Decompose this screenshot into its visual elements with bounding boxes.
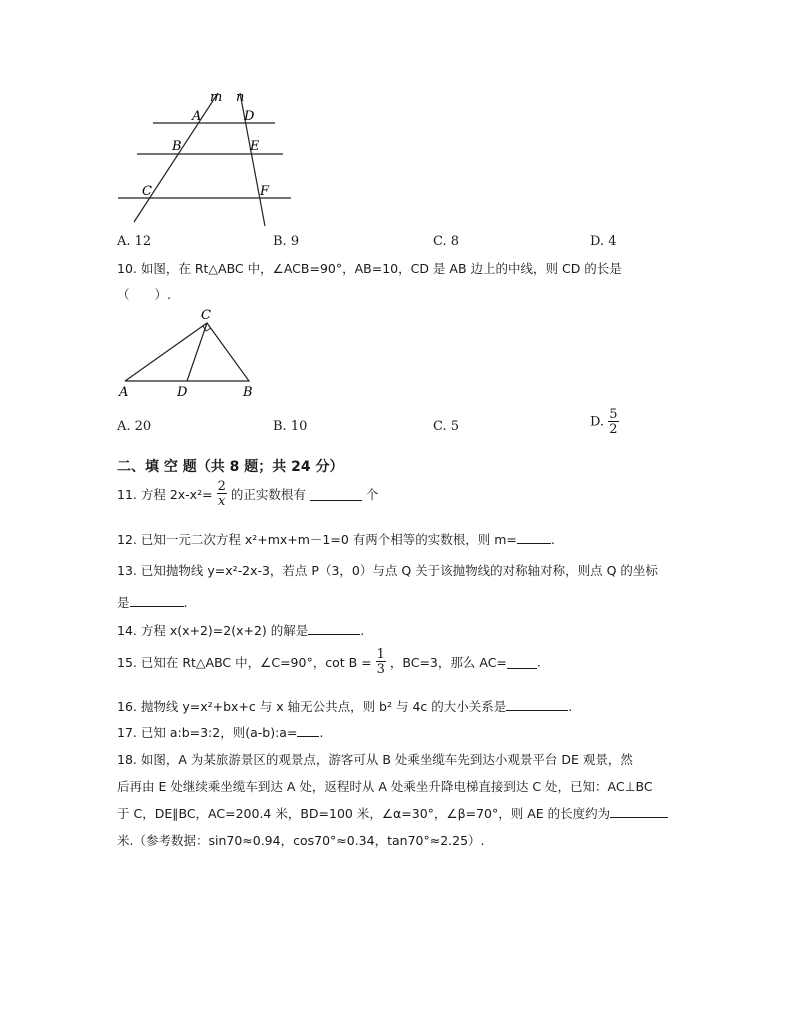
q9-option-c: C. 8 xyxy=(433,234,460,249)
q11-suffix: 的正实数根有 xyxy=(230,487,306,502)
q9-option-b: B. 9 xyxy=(273,234,300,249)
figure-right-triangle xyxy=(115,305,265,400)
q11-numerator: 2 xyxy=(217,479,226,494)
q16-answer-blank[interactable] xyxy=(506,698,568,711)
label-D: D xyxy=(244,109,255,124)
label-B: B xyxy=(243,385,253,400)
q12-text: 12. 已知一元二次方程 x²+mx+m－1=0 有两个相等的实数根，则 m= xyxy=(117,532,517,547)
q18-answer-blank[interactable] xyxy=(610,805,668,818)
q10-option-d-fraction xyxy=(608,408,618,436)
q15-prefix: 15. 已知在 Rt△ABC 中，∠C=90°，cot B = xyxy=(117,655,372,670)
q13-tail: . xyxy=(183,595,188,610)
q14-tail: . xyxy=(360,623,365,638)
label-B: B xyxy=(172,139,182,154)
label-F: F xyxy=(260,184,270,199)
q10-option-d xyxy=(590,408,619,436)
q10-option-d-denominator: 2 xyxy=(609,422,618,437)
label-A: A xyxy=(192,109,202,124)
q10-option-a: A. 20 xyxy=(117,419,152,434)
q11-prefix: 11. 方程 2x-x²= xyxy=(117,487,213,502)
q13-line2-prefix: 是 xyxy=(117,595,130,610)
triangle-ABC xyxy=(125,323,249,381)
q18-line2: 后再由 E 处继续乘坐缆车到达 A 处，返程时从 A 处乘坐升降电梯直接到达 C 处，已知：AC⊥BC xyxy=(117,779,653,794)
q12 xyxy=(117,530,555,548)
q13-answer-blank[interactable] xyxy=(130,594,184,607)
q18-line3-text: 于 C，DE∥BC，AC=200.4 米，BD=100 米，∠α=30°，∠β=70°，则 AE 的长度约为 xyxy=(117,806,611,821)
q14-text: 14. 方程 x(x+2)=2(x+2) 的解是 xyxy=(117,623,309,638)
q14 xyxy=(117,621,364,639)
q11-tail: 个 xyxy=(365,487,379,502)
q9-option-a: A. 12 xyxy=(117,234,152,249)
q17-answer-blank[interactable] xyxy=(297,724,319,737)
label-E: E xyxy=(250,139,260,154)
q10-option-d-numerator: 5 xyxy=(609,407,618,422)
q17-text: 17. 已知 a:b=3:2，则(a-b):a= xyxy=(117,725,298,740)
q18-line1: 18. 如图，A 为某旅游景区的观景点，游客可从 B 处乘坐缆车先到达小观景平台 DE 观景，然 xyxy=(117,752,633,767)
q15-answer-blank[interactable] xyxy=(507,656,537,669)
q18-line3 xyxy=(117,804,668,822)
parallel-lines-diagram xyxy=(110,88,300,230)
q16-tail: . xyxy=(568,699,573,714)
q10-option-b: B. 10 xyxy=(273,419,308,434)
label-D: D xyxy=(177,385,188,400)
label-A: A xyxy=(119,385,129,400)
q16 xyxy=(117,697,572,715)
q16-text: 16. 抛物线 y=x²+bx+c 与 x 轴无公共点，则 b² 与 4c 的大小关系是 xyxy=(117,699,507,714)
q15-fraction xyxy=(376,648,386,676)
q11-fraction xyxy=(217,480,227,508)
figure-parallel-lines xyxy=(110,88,300,230)
label-m: m xyxy=(210,90,223,105)
q11-answer-blank[interactable] xyxy=(310,488,362,501)
q15-tail: . xyxy=(536,654,541,670)
q18-line4: 米.（参考数据：sin70≈0.94，cos70°≈0.34，tan70°≈2.25）. xyxy=(117,833,485,848)
q9-option-d: D. 4 xyxy=(590,234,617,249)
q10-option-c: C. 5 xyxy=(433,419,460,434)
q12-answer-blank[interactable] xyxy=(517,531,551,544)
q11-denominator: x xyxy=(218,494,226,509)
q11 xyxy=(117,480,378,508)
median-CD xyxy=(187,323,207,381)
q14-answer-blank[interactable] xyxy=(308,622,360,635)
label-n: n xyxy=(236,90,245,105)
label-C: C xyxy=(142,184,152,199)
section-title: 二、填 空 题（共 8 题；共 24 分） xyxy=(117,459,344,475)
q10-paren: （ ）. xyxy=(117,287,171,302)
q17-tail: . xyxy=(319,725,324,740)
q15-suffix: ，BC=3，那么 AC= xyxy=(389,655,507,670)
q13-line1: 13. 已知抛物线 y=x²-2x-3，若点 P（3，0）与点 Q 关于该抛物线的对称轴对称，则点 Q 的坐标 xyxy=(117,563,658,578)
transversal-m xyxy=(134,93,218,222)
q15 xyxy=(117,648,541,676)
q10-text: 10. 如图，在 Rt△ABC 中，∠ACB=90°，AB=10，CD 是 AB 边上的中线，则 CD 的长是 xyxy=(117,261,622,276)
q17 xyxy=(117,723,323,741)
q12-tail: . xyxy=(550,532,555,547)
label-C: C xyxy=(201,308,211,323)
q15-numerator: 1 xyxy=(376,647,385,662)
q10-option-d-prefix: D. xyxy=(590,414,605,430)
q13-line2 xyxy=(117,593,188,611)
q15-denominator: 3 xyxy=(376,662,385,677)
right-triangle-diagram xyxy=(115,305,265,400)
